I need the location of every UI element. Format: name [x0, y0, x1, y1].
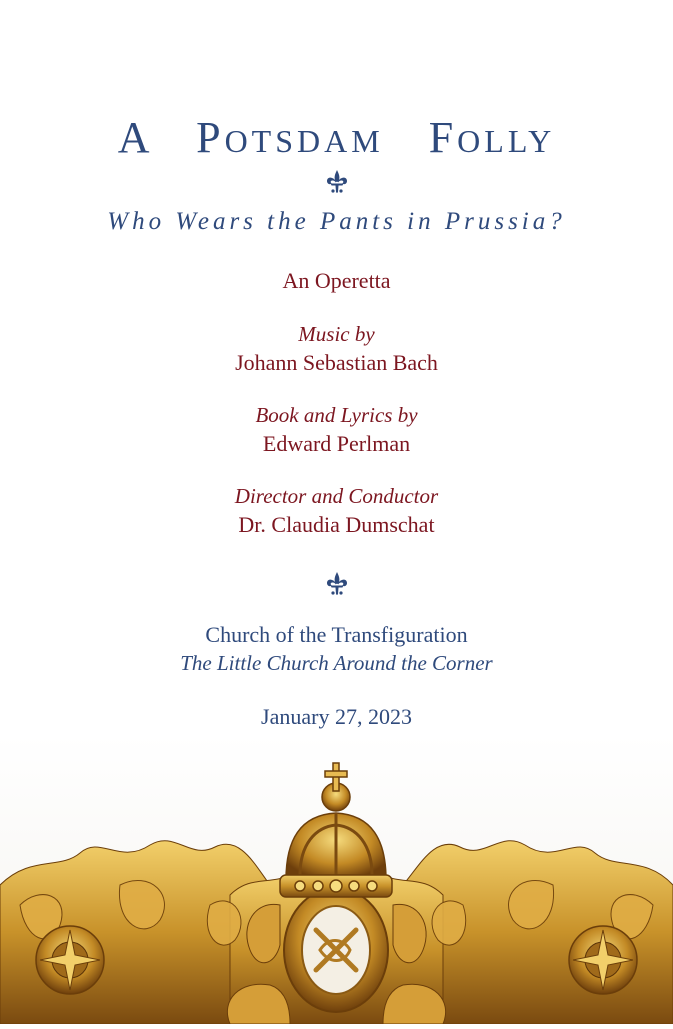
title-word-2-initial: P: [196, 113, 225, 162]
venue-name: Church of the Transfiguration: [205, 622, 468, 647]
title-word-1: A: [117, 113, 152, 162]
fleur-de-lis-icon: [0, 570, 673, 600]
music-label: Music by: [298, 322, 375, 346]
book-label: Book and Lyrics by: [255, 403, 418, 427]
librettist-name: Edward Perlman: [262, 431, 411, 456]
venue-subtitle: The Little Church Around the Corner: [180, 651, 493, 675]
title-word-3-rest: OLLY: [457, 123, 556, 159]
composer-name: Johann Sebastian Bach: [235, 350, 438, 375]
performance-date: January 27, 2023: [261, 704, 412, 729]
subtitle: Who Wears the Pants in Prussia?: [107, 208, 566, 235]
fleur-de-lis-icon: [0, 168, 673, 198]
genre-label: An Operetta: [282, 268, 391, 293]
gilded-crown-crest: [0, 735, 673, 1024]
director-name: Dr. Claudia Dumschat: [238, 512, 435, 537]
title-word-3-initial: F: [428, 113, 458, 162]
director-label: Director and Conductor: [234, 484, 439, 508]
title-word-2-rest: OTSDAM: [224, 123, 384, 159]
page-title: [0, 112, 673, 163]
